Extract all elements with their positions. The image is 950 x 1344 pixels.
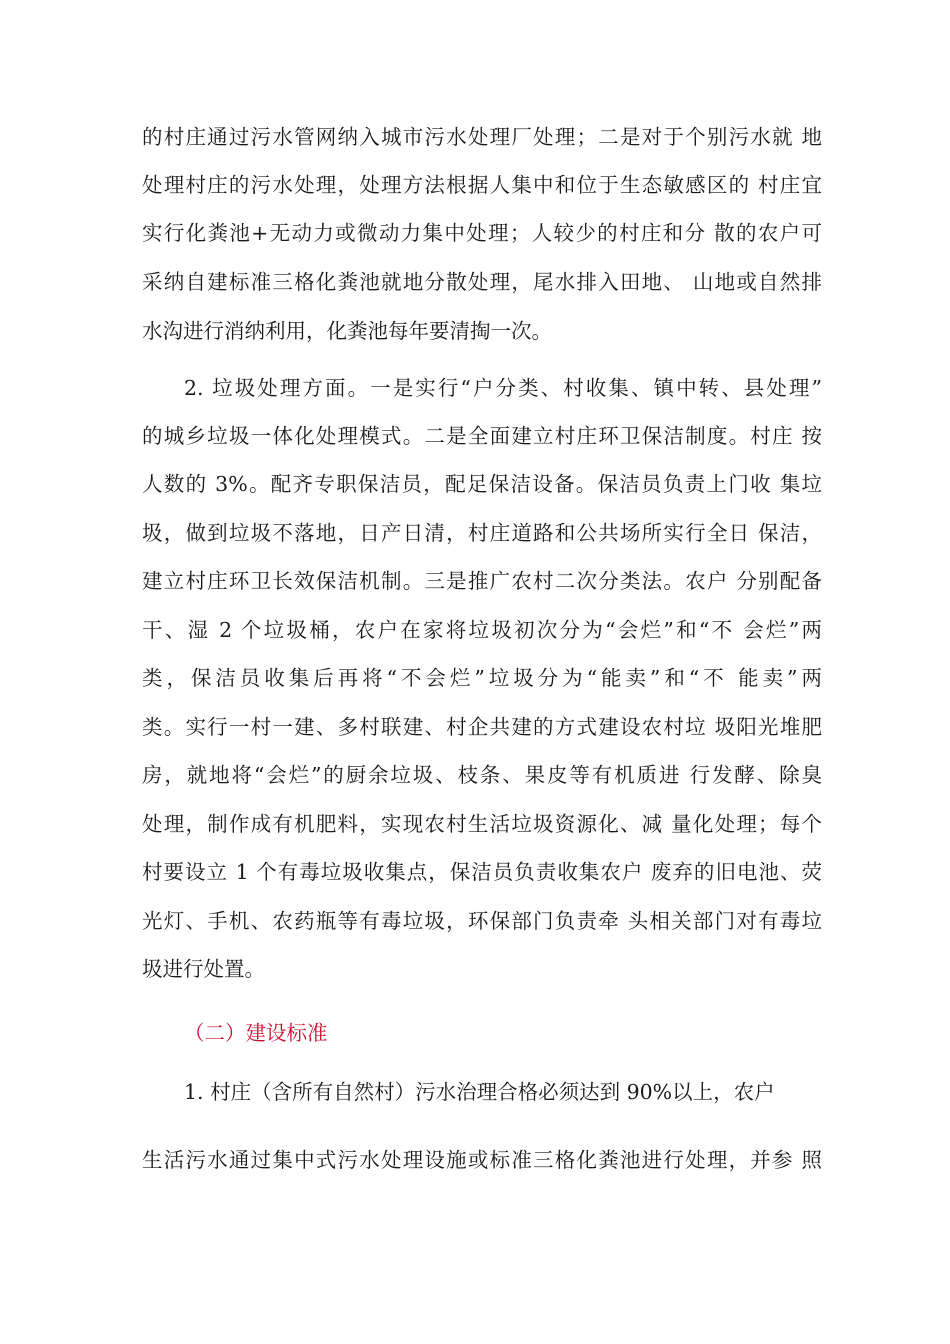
text-line: 建立村庄环卫长效保洁机制。三是推广农村二次分类法。农户 分别配备 <box>142 569 822 593</box>
section-heading: （二）建设标准 <box>184 1021 328 1045</box>
text-line: 圾，做到垃圾不落地，日产日清，村庄道路和公共场所实行全日 保洁， <box>142 521 822 545</box>
text-line: 水沟进行消纳利用，化粪池每年要清掏一次。 <box>142 319 552 343</box>
text-line: 实行化粪池+无动力或微动力集中处理；人较少的村庄和分 散的农户可 <box>142 221 822 245</box>
text-line: 2. 垃圾处理方面。一是实行“户分类、村收集、镇中转、县处理” <box>184 376 822 400</box>
text-line: 1. 村庄（含所有自然村）污水治理合格必须达到 90%以上，农户 <box>184 1080 775 1104</box>
text-line: 圾进行处置。 <box>142 957 265 981</box>
text-line: 的村庄通过污水管网纳入城市污水处理厂处理；二是对于个别污水就 地 <box>142 125 822 149</box>
text-line: 类。实行一村一建、多村联建、村企共建的方式建设农村垃 圾阳光堆肥 <box>142 715 822 739</box>
text-line: 房，就地将“会烂”的厨余垃圾、枝条、果皮等有机质进 行发酵、除臭 <box>142 763 822 787</box>
text-line: 生活污水通过集中式污水处理设施或标准三格化粪池进行处理，并参 照 <box>142 1148 822 1172</box>
text-line: 光灯、手机、农药瓶等有毒垃圾，环保部门负责牵 头相关部门对有毒垃 <box>142 909 822 933</box>
text-line: 的城乡垃圾一体化处理模式。二是全面建立村庄环卫保洁制度。村庄 按 <box>142 424 822 448</box>
text-line: 类，保洁员收集后再将“不会烂”垃圾分为“能卖”和“不 能卖”两 <box>142 666 822 690</box>
text-line: 干、湿 2 个垃圾桶，农户在家将垃圾初次分为“会烂”和“不 会烂”两 <box>142 618 822 642</box>
text-line: 处理村庄的污水处理，处理方法根据人集中和位于生态敏感区的 村庄宜 <box>142 173 822 197</box>
text-line: 处理，制作成有机肥料，实现农村生活垃圾资源化、减 量化处理；每个 <box>142 812 822 836</box>
text-line: 村要设立 1 个有毒垃圾收集点，保洁员负责收集农户 废弃的旧电池、荧 <box>142 860 822 884</box>
text-line: 采纳自建标准三格化粪池就地分散处理，尾水排入田地、 山地或自然排 <box>142 270 822 294</box>
text-line: 人数的 3%。配齐专职保洁员，配足保洁设备。保洁员负责上门收 集垃 <box>142 472 822 496</box>
